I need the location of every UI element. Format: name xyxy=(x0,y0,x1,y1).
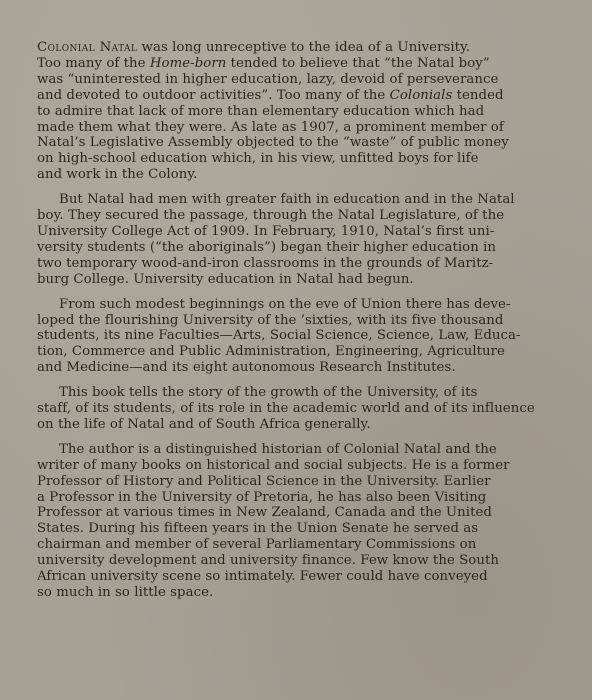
text-run: was “uninterested in higher education, lazy, devoid of perseverance xyxy=(37,71,499,87)
text-run: a Professor in the University of Pretoria, he has also been Visiting xyxy=(37,489,487,505)
text-run: chairman and member of several Parliamentary Commissions on xyxy=(37,537,477,553)
text-line xyxy=(37,585,556,601)
text-run: staff, of its students, of its role in the academic world and of its influence xyxy=(37,401,535,417)
text-run: Professor of History and Political Science in the University. Earlier xyxy=(37,473,491,489)
text-line xyxy=(37,224,556,240)
text-run: and devoted to outdoor activities”. Too many of the xyxy=(37,87,390,103)
text-line xyxy=(37,569,556,585)
text-run: Professor at various times in New Zealand, Canada and the United xyxy=(37,505,492,521)
text-line xyxy=(37,208,556,224)
text-line xyxy=(37,537,556,553)
text-line xyxy=(37,458,556,474)
text-run: tended to believe that “the Natal boy” xyxy=(226,55,490,71)
text-run: The author is a distinguished historian of Colonial Natal and the xyxy=(59,441,497,457)
text-line xyxy=(37,313,556,329)
text-run: on the life of Natal and of South Africa generally. xyxy=(37,416,371,432)
text-run: This book tells the story of the growth of the University, of its xyxy=(59,385,478,401)
text-line xyxy=(37,167,556,183)
paragraph-3 xyxy=(37,297,556,377)
text-line xyxy=(37,553,556,569)
paragraph-1 xyxy=(37,40,556,183)
italic-text: Colonials xyxy=(389,87,453,103)
text-run: States. During his fifteen years in the Union Senate he served as xyxy=(37,521,479,537)
text-run: African university scene so intimately. Fewer could have conveyed xyxy=(37,569,488,585)
text-line xyxy=(37,385,556,401)
text-line xyxy=(37,104,556,120)
text-run: so much in so little space. xyxy=(37,585,214,600)
smallcaps-text: Colonial Natal xyxy=(37,40,138,55)
text-run: students, its nine Faculties—Arts, Social Science, Science, Law, Educa- xyxy=(37,328,521,344)
text-line xyxy=(37,120,556,136)
text-run: versity students (“the aboriginals”) began their higher education in xyxy=(37,239,497,255)
text-line xyxy=(37,474,556,490)
text-line xyxy=(37,240,556,256)
text-run: University College Act of 1909. In February, 1910, Natal’s first uni- xyxy=(37,223,495,239)
text-run: writer of many books on historical and social subjects. He is a former xyxy=(37,457,510,473)
text-run: tended xyxy=(452,87,504,103)
blurb-text xyxy=(37,40,556,610)
text-line xyxy=(37,88,556,104)
text-line xyxy=(37,490,556,506)
text-line xyxy=(37,360,556,376)
text-run: Too many of the xyxy=(37,55,150,71)
text-line xyxy=(37,192,556,208)
text-run: loped the flourishing University of the ’sixties, with its five thousand xyxy=(37,312,504,328)
text-line xyxy=(37,344,556,360)
text-line xyxy=(37,272,556,288)
text-line xyxy=(37,72,556,88)
paragraph-2 xyxy=(37,192,556,287)
text-line xyxy=(37,135,556,151)
text-line xyxy=(37,417,556,433)
text-run: But Natal had men with greater faith in education and in the Natal xyxy=(59,192,515,208)
text-run: made them what they were. As late as 1907, a prominent member of xyxy=(37,119,504,135)
text-line xyxy=(37,328,556,344)
text-line xyxy=(37,442,556,458)
paragraph-4 xyxy=(37,385,556,433)
italic-text: Home-born xyxy=(149,55,227,71)
text-line xyxy=(37,401,556,417)
text-line xyxy=(37,505,556,521)
text-line xyxy=(37,40,556,56)
text-line xyxy=(37,521,556,537)
text-line xyxy=(37,151,556,167)
text-run: burg College. University education in Natal had begun. xyxy=(37,271,414,287)
text-line xyxy=(37,56,556,72)
text-run: was long unreceptive to the idea of a University. xyxy=(137,40,471,55)
text-run: Natal’s Legislative Assembly objected to the “waste” of public money xyxy=(37,135,509,151)
text-run: on high-school education which, in his view, unfitted boys for life xyxy=(37,151,479,167)
text-run: and work in the Colony. xyxy=(37,167,198,183)
text-run: tion, Commerce and Public Administration, Engineering, Agriculture xyxy=(37,344,505,360)
text-line xyxy=(37,256,556,272)
text-line xyxy=(37,297,556,313)
text-run: to admire that lack of more than elementary education which had xyxy=(37,103,485,119)
text-run: From such modest beginnings on the eve of Union there has deve- xyxy=(59,296,511,312)
text-run: two temporary wood-and-iron classrooms in the grounds of Maritz- xyxy=(37,255,494,271)
paragraph-5 xyxy=(37,442,556,601)
text-run: boy. They secured the passage, through the Natal Legislature, of the xyxy=(37,208,505,224)
text-run: and Medicine—and its eight autonomous Research Institutes. xyxy=(37,360,456,376)
text-run: university development and university finance. Few know the South xyxy=(37,553,499,569)
